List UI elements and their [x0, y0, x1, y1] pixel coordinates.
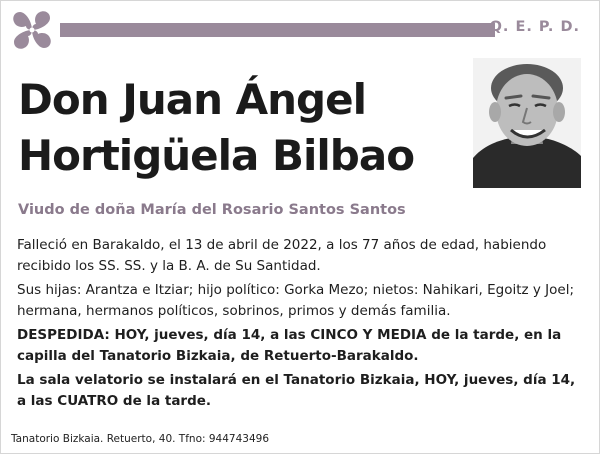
portrait-photo [473, 58, 581, 188]
footer-address: Tanatorio Bizkaia. Retuerto, 40. Tfno: 944743496 [11, 433, 269, 445]
qepd-label: Q. E. P. D. [489, 19, 580, 35]
notice-body [17, 235, 587, 415]
wake-paragraph: La sala velatorio se instalará en el Tanatorio Bizkaia, HOY, jueves, día 14, a las CUATRO de la tarde. [17, 372, 576, 409]
farewell-paragraph: DESPEDIDA: HOY, jueves, día 14, a las CINCO Y MEDIA de la tarde, en la capilla del Tanatorio Bizkaia, de Retuerto-Barakaldo. [17, 327, 562, 364]
header-bar [60, 23, 495, 37]
family-paragraph: Sus hijas: Arantza e Itziar; hijo político: Gorka Mezo; nietos: Nahikari, Egoitz y Joel; hermana, hermanos políticos, sobrinos, primos y demás familia. [17, 282, 575, 319]
widow-line: Viudo de doña María del Rosario Santos Santos [18, 202, 406, 218]
name-line-1: Don Juan Ángel [18, 75, 366, 124]
deceased-name [18, 72, 458, 184]
lauburu-icon [8, 6, 56, 54]
death-paragraph: Falleció en Barakaldo, el 13 de abril de 2022, a los 77 años de edad, habiendo recibido los SS. SS. y la B. A. de Su Santidad. [17, 237, 547, 274]
name-line-2: Hortigüela Bilbao [18, 131, 415, 180]
